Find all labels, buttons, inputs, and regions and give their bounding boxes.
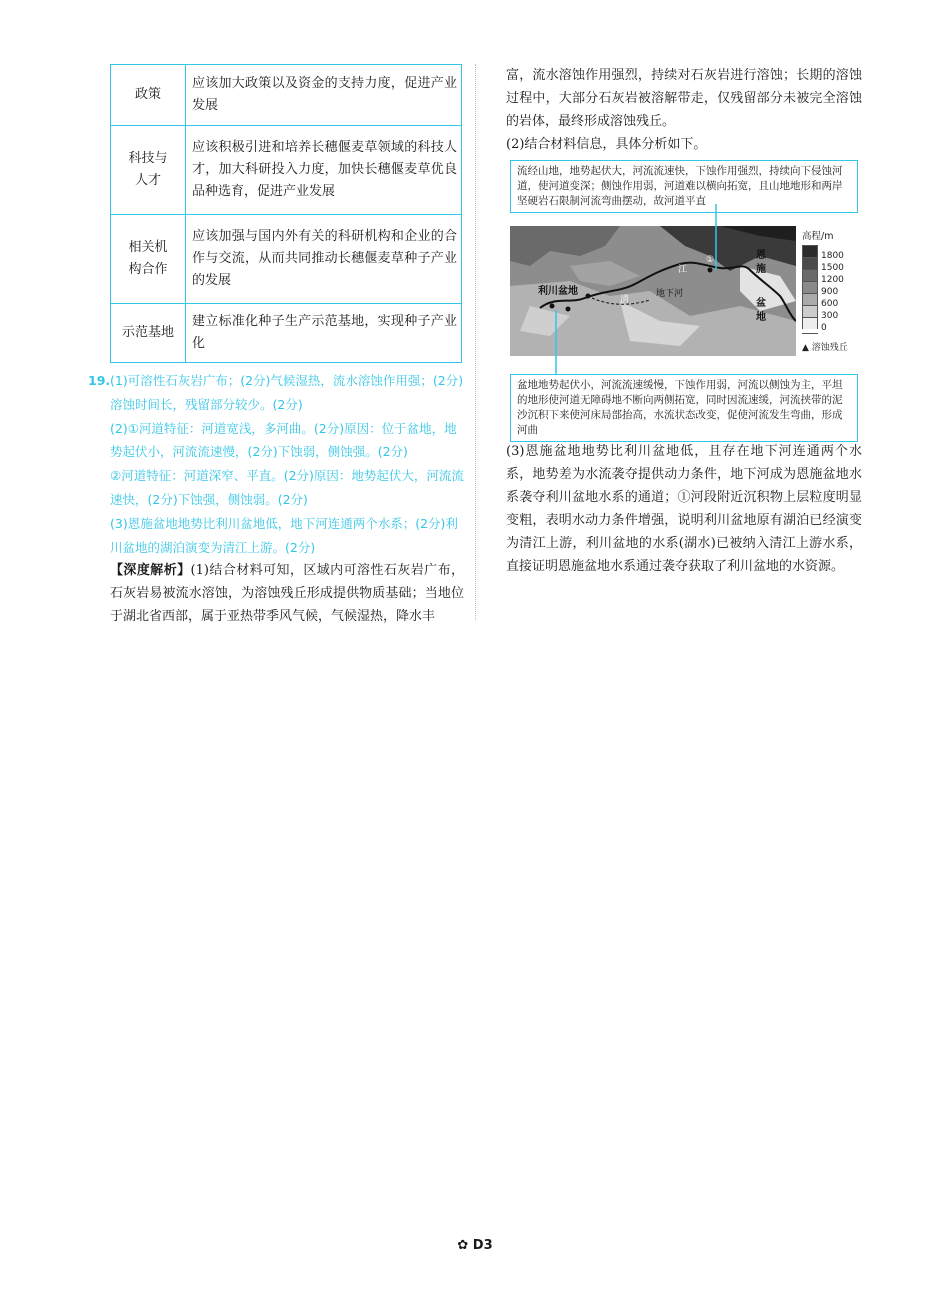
label-circle1: ①	[706, 255, 715, 265]
right-column	[506, 64, 862, 578]
legend-title: 高程/m	[802, 231, 834, 242]
legend-tick: 1200	[821, 275, 844, 285]
left-column	[88, 64, 464, 628]
legend-tick: 1800	[821, 251, 844, 261]
legend-tick: 600	[821, 299, 839, 309]
table-row	[111, 126, 462, 215]
analysis-paragraph: (2)结合材料信息，具体分析如下。	[506, 137, 707, 152]
table-value: 应该积极引进和培养长穗偃麦草领域的科技人才，加大科研投入力度，加快长穗偃麦草优良品种选育，促进产业发展	[186, 126, 462, 215]
river-figure	[506, 160, 862, 440]
table-row	[111, 65, 462, 126]
residual-hill	[550, 304, 555, 309]
legend-swatch	[802, 317, 818, 329]
legend-swatches	[802, 245, 818, 334]
residual-legend-label: 溶蚀残丘	[811, 343, 848, 353]
residual-legend	[802, 340, 862, 353]
column-divider	[475, 64, 476, 620]
table-value: 建立标准化种子生产示范基地，实现种子产业化	[186, 304, 462, 363]
label-enshi: 地	[756, 312, 766, 323]
answer-text: (1)可溶性石灰岩广布；(2分)气候湿热，流水溶蚀作用强；(2分)溶蚀时间长，残留部分较少。(2分)	[110, 373, 464, 412]
legend-tick: 0	[821, 323, 827, 333]
top-note: 流经山地，地势起伏大，河流流速快，下蚀作用强烈，持续向下侵蚀河道，使河道变深；侧蚀作用弱，河道难以横向拓宽，且山地地形和两岸坚硬岩石限制河流弯曲摆动，故河道平直	[510, 160, 858, 213]
label-enshi: 施	[756, 264, 766, 275]
analysis-paragraph: 富，流水溶蚀作用强烈，持续对石灰岩进行溶蚀；长期的溶蚀过程中，大部分石灰岩被溶解带走，仅残留部分未被完全溶蚀的岩体，最终形成溶蚀残丘。	[506, 68, 862, 129]
table-key-text: 相关机构合作	[128, 240, 168, 277]
page-number: D3	[472, 1238, 493, 1253]
table-key: 示范基地	[111, 304, 186, 363]
legend-swatch	[802, 245, 818, 257]
table-key	[111, 215, 186, 304]
answer-line: ②河道特征：河道深窄、平直。(2分)原因：地势起伏大，河流流速快，(2分)下蚀强，侧蚀弱。(2分)	[110, 468, 464, 507]
label-qing: 清	[620, 295, 630, 305]
question-number: 19.	[88, 373, 111, 388]
table-row	[111, 215, 462, 304]
legend-tick: 300	[821, 311, 839, 321]
analysis-paragraph: (3)恩施盆地地势比利川盆地低，且存在地下河连通两个水系，地势差为水流袭夺提供动力条件，地下河成为恩施盆地水系袭夺利川盆地水系的通道；①河段附近沉积物上层粒度明显变粗，表明水动力条件增强，说明利川盆地原有湖泊已经演变为清江上游，利川盆地的水系(湖水)已被纳入清江上游水系，直接证明恩施盆地水系通过袭夺获取了利川盆地的水资源。	[506, 444, 862, 574]
legend-bar	[802, 245, 862, 334]
table-key: 政策	[111, 65, 186, 126]
label-jiang: 江	[678, 265, 688, 275]
legend-swatch	[802, 293, 818, 305]
policy-table	[110, 64, 462, 363]
legend-swatch	[802, 281, 818, 293]
table-value: 应该加强与国内外有关的科研机构和企业的合作与交流，从而共同推动长穗偃麦草种子产业的发展	[186, 215, 462, 304]
answer-19	[88, 369, 464, 559]
residual-hill-icon: ▲	[802, 343, 809, 353]
legend-tick: 900	[821, 287, 839, 297]
label-lichuan: 利川盆地	[538, 286, 578, 297]
legend-swatch	[802, 305, 818, 317]
analysis-left	[110, 559, 464, 628]
legend-swatch	[802, 269, 818, 281]
legend-swatch	[802, 257, 818, 269]
logo-icon: ✿	[457, 1238, 469, 1253]
legend-ticks	[818, 250, 844, 334]
terrain-map	[510, 226, 796, 356]
answer-line: (3)恩施盆地地势比利川盆地低，地下河连通两个水系；(2分)利川盆地的湖泊演变为清江上游。(2分)	[110, 515, 458, 555]
table-value: 应该加大政策以及资金的支持力度，促进产业发展	[186, 65, 462, 126]
label-enshi: 盆	[756, 298, 766, 309]
analysis-text: (1)结合材料可知，区域内可溶性石灰岩广布，石灰岩易被流水溶蚀，为溶蚀残丘形成提供物质基础；当地位于湖北省西部，属于亚热带季风气候，气候湿热，降水丰	[110, 563, 464, 625]
table-row	[111, 304, 462, 363]
table-key	[111, 126, 186, 215]
page-footer	[0, 1238, 950, 1253]
analysis-right-3	[506, 440, 862, 578]
elevation-legend	[802, 228, 862, 353]
residual-hill	[586, 294, 591, 299]
bottom-note: 盆地地势起伏小，河流流速缓慢，下蚀作用弱，河流以侧蚀为主，平坦的地形使河道无障碍地不断向两侧拓宽，同时因流速缓，河流挟带的泥沙沉积下来使河床局部抬高，水流状态改变，促使河流发生弯曲，形成河曲	[510, 374, 858, 442]
analysis-tag: 【深度解析】	[110, 563, 191, 579]
residual-hill	[566, 307, 571, 312]
legend-tick: 1500	[821, 263, 844, 273]
label-enshi: 恩	[756, 250, 766, 261]
answer-line: (2)①河道特征：河道宽浅，多河曲。(2分)原因：位于盆地，地势起伏小，河流流速慢，(2分)下蚀弱，侧蚀强。(2分)	[110, 420, 457, 460]
residual-hill	[708, 268, 713, 273]
answer-line	[88, 369, 464, 417]
analysis-right	[506, 64, 862, 156]
table-key-text: 科技与人才	[128, 151, 168, 188]
terrain-map-svg	[510, 226, 796, 356]
label-underground: 地下河	[656, 289, 684, 299]
